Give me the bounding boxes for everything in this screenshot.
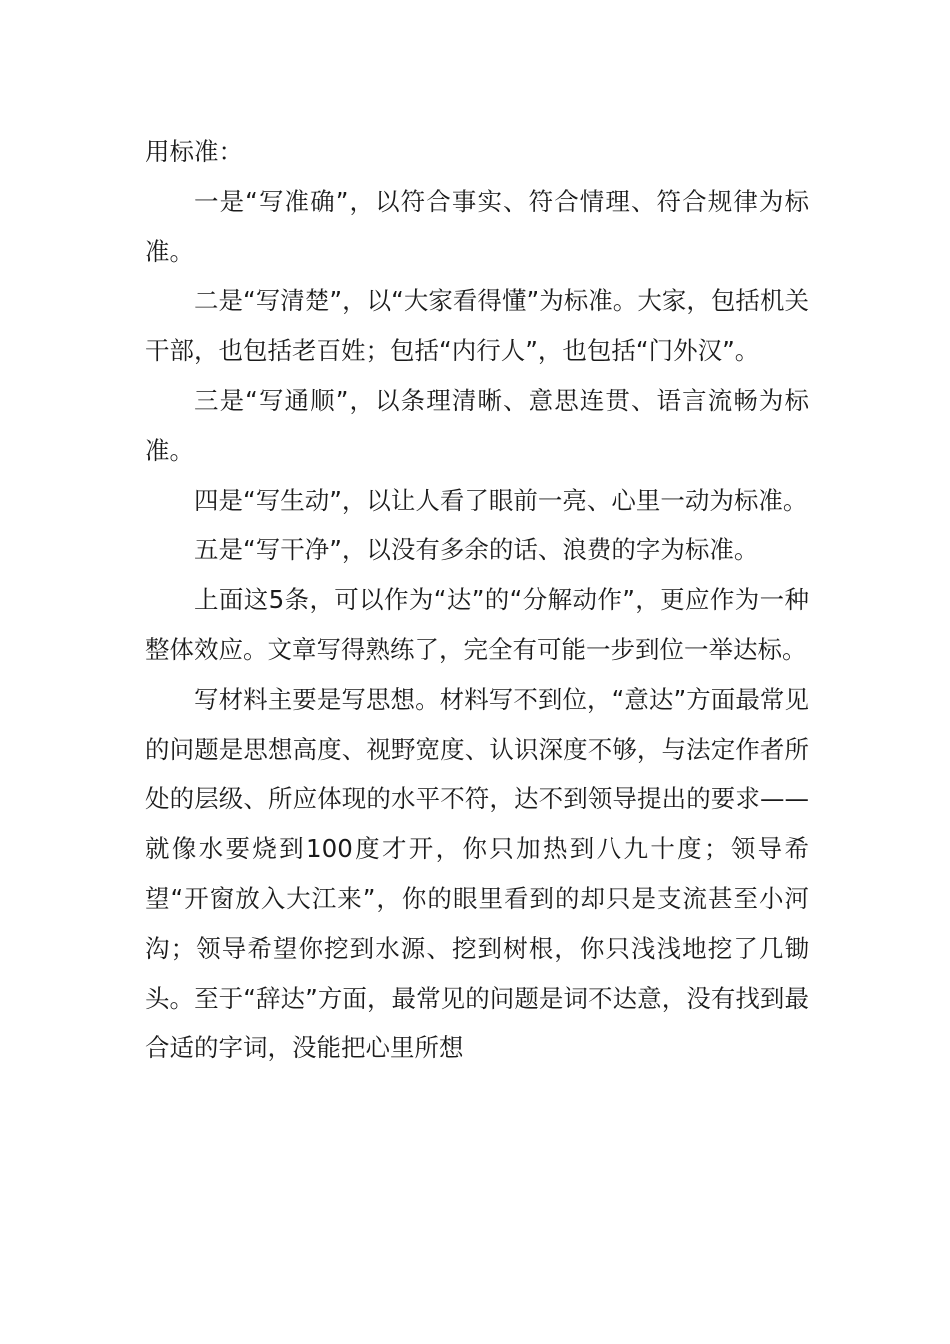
paragraph-continuation: 用标准： <box>145 137 243 166</box>
paragraph-standard-fluent: 三是“写通顺”，以条理清晰、意思连贯、语言流畅为标准。 <box>145 385 809 465</box>
paragraph-summary: 上面这5条，可以作为“达”的“分解动作”，更应作为一种整体效应。文章写得熟练了，完全有可能一步到位一举达标。 <box>145 585 809 664</box>
paragraph-standard-accurate: 一是“写准确”，以符合事实、符合情理、符合规律为标准。 <box>145 186 809 266</box>
document-body <box>145 127 809 1073</box>
paragraph-standard-vivid: 四是“写生动”，以让人看了眼前一亮、心里一动为标准。 <box>194 485 808 515</box>
paragraph-thought: 写材料主要是写思想。材料写不到位，“意达”方面最常见的问题是思想高度、视野宽度、认识深度不够，与法定作者所处的层级、所应体现的水平不符，达不到领导提出的要求——就像水要烧到100度才开，你只加热到八九十度；领导希望“开窗放入大江来”，你的眼里看到的却只是支流甚至小河沟；领导希望你挖到水源、挖到树根，你只浅浅地挖了几锄头。至于“辞达”方面，最常见的问题是词不达意，没有找到最合适的字词，没能把心里所想 <box>145 684 809 1063</box>
paragraph-standard-clear: 二是“写清楚”，以“大家看得懂”为标准。大家，包括机关干部，也包括老百姓；包括“内行人”，也包括“门外汉”。 <box>145 286 809 366</box>
paragraph-standard-clean: 五是“写干净”，以没有多余的话、浪费的字为标准。 <box>194 535 759 565</box>
